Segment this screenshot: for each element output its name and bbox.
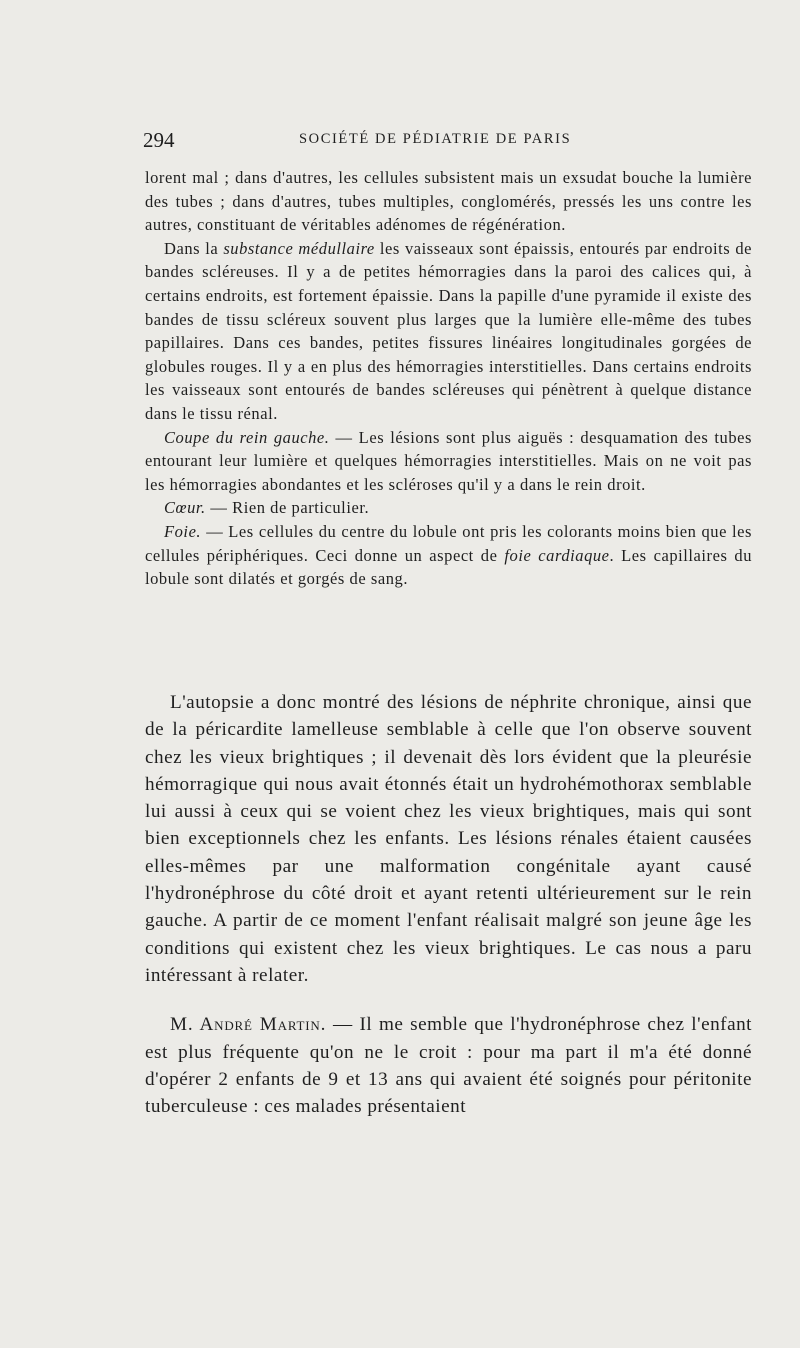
italic-heading: Coupe du rein gauche. [164,427,330,447]
paragraph-1: lorent mal ; dans d'autres, les cellules subsistent mais un exsudat bouche la lumière des tubes ; dans d'autres, tubes multiples, conglomérés, pressés les uns contre les autres, constituant de véritables adénomes de régénération. [145,168,752,235]
running-title: SOCIÉTÉ DE PÉDIATRIE DE PARIS [299,131,572,147]
paragraph-4: Cœur. — Rien de particulier. [164,498,370,518]
paragraph-7: M. André Martin. — Il me semble que l'hydronéphrose chez l'enfant est plus fréquente qu'on ne le croit : pour ma part il m'a été donné d'opérer 2 enfants de 9 et 13 ans qui avaient été soignés pour péritonite tuberculeuse : ces malades présentaient [145,1014,753,1118]
page-header [143,128,753,158]
autopsy-findings-section [145,166,752,591]
italic-heading: Cœur. [164,498,206,518]
italic-heading: Foie. [164,521,202,541]
speaker-name: M. André Martin. [170,1014,327,1036]
paragraph-3: Coupe du rein gauche. — Les lésions sont plus aiguës : desquamation des tubes entourant leur lumière et quelques hémorragies interstitielles. Mais on ne voit pas les hémorragies abondantes et les scléroses qu'il y a dans le rein droit. [145,427,752,494]
paragraph-5: Foie. — Les cellules du centre du lobule ont pris les colorants moins bien que les cellules périphériques. Ceci donne un aspect de foie cardiaque. Les capillaires du lobule sont dilatés et gorgés de sang. [145,521,753,589]
italic-term: substance médullaire [223,238,375,258]
italic-term: foie cardiaque [504,545,610,565]
discussion-section [145,689,752,1120]
page-number: 294 [143,128,175,152]
paragraph-6: L'autopsie a donc montré des lésions de néphrite chronique, ainsi que de la péricardite lamelleuse semblable à celle que l'on observe souvent chez les vieux brightiques ; il devenait dès lors évident que la pleurésie hémorragique qui nous avait étonnés était un hydrohémothorax semblable lui aussi à ceux qui se voient chez les vieux brightiques, mais qui sont bien exceptionnels chez les enfants. Les lésions rénales étaient causées elles-mêmes par une malformation congénitale ayant causé l'hydronéphrose du côté droit et ayant retenti ultérieurement sur le rein gauche. A partir de ce moment l'enfant réalisait malgré son jeune âge les conditions qui existent chez les vieux brightiques. Le cas nous a paru intéressant à relater. [145,692,752,986]
paragraph-2: Dans la substance médullaire les vaisseaux sont épaissis, entourés par endroits de bandes scléreuses. Il y a de petites hémorragies dans la paroi des calices qui, à certains endroits, est fortement épaissie. Dans la papille d'une pyramide il existe des bandes de tissu scléreux souvent plus larges que la lumière elle-même des tubes papillaires. Dans ces bandes, petites fissures linéaires longitudinales gorgées de globules rouges. Il y a en plus des hémorragies interstitielles. Dans certains endroits les vaisseaux sont entourés de bandes scléreuses qui pénètrent à quelque distance dans le tissu rénal. [145,238,752,423]
